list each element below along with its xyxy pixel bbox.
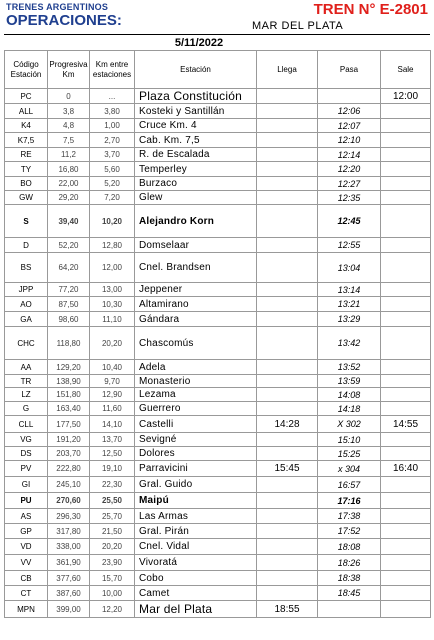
cell-arrive	[257, 104, 318, 119]
cell-arrive	[257, 555, 318, 571]
cell-arrive	[257, 493, 318, 509]
table-row	[5, 205, 431, 238]
cell-depart	[381, 586, 431, 601]
cell-pass: 13:42	[318, 327, 381, 360]
cell-progressive: 138,90	[48, 375, 90, 388]
cell-arrive	[257, 509, 318, 524]
cell-station: Cobo	[135, 571, 257, 586]
cell-distance: 7,20	[90, 191, 135, 205]
cell-progressive: 203,70	[48, 447, 90, 461]
cell-arrive	[257, 205, 318, 238]
cell-arrive	[257, 297, 318, 312]
cell-pass: 17:38	[318, 509, 381, 524]
cell-station: Parravicini	[135, 461, 257, 477]
cell-code: S	[5, 205, 48, 238]
table-row	[5, 327, 431, 360]
cell-pass: 12:27	[318, 177, 381, 191]
cell-distance: 10,20	[90, 205, 135, 238]
table-row	[5, 312, 431, 327]
cell-pass: 12:14	[318, 148, 381, 162]
cell-pass: 18:08	[318, 539, 381, 555]
cell-code: CB	[5, 571, 48, 586]
cell-depart	[381, 119, 431, 133]
cell-code: AO	[5, 297, 48, 312]
cell-progressive: 118,80	[48, 327, 90, 360]
table-row	[5, 148, 431, 162]
cell-distance: 10,00	[90, 586, 135, 601]
cell-depart	[381, 205, 431, 238]
table-row	[5, 477, 431, 493]
cell-pass: 12:07	[318, 119, 381, 133]
cell-distance: 21,50	[90, 524, 135, 539]
cell-code: GA	[5, 312, 48, 327]
table-row	[5, 375, 431, 388]
cell-progressive: 39,40	[48, 205, 90, 238]
cell-depart	[381, 191, 431, 205]
cell-code: CT	[5, 586, 48, 601]
operations-label: OPERACIONES:	[6, 12, 122, 29]
cell-code: K7,5	[5, 133, 48, 148]
cell-code: CHC	[5, 327, 48, 360]
cell-depart	[381, 283, 431, 297]
cell-progressive: 270,60	[48, 493, 90, 509]
cell-station: Kosteki y Santillán	[135, 104, 257, 119]
cell-code: RE	[5, 148, 48, 162]
table-row	[5, 388, 431, 402]
cell-arrive	[257, 447, 318, 461]
cell-station: Altamirano	[135, 297, 257, 312]
cell-arrive	[257, 327, 318, 360]
cell-depart	[381, 524, 431, 539]
cell-code: JPP	[5, 283, 48, 297]
table-row	[5, 177, 431, 191]
cell-code: K4	[5, 119, 48, 133]
col-progressive: Progresiva Km	[48, 51, 90, 89]
cell-station: Temperley	[135, 162, 257, 177]
cell-code: TR	[5, 375, 48, 388]
cell-progressive: 11,2	[48, 148, 90, 162]
cell-depart	[381, 253, 431, 283]
cell-station: Cruce Km. 4	[135, 119, 257, 133]
cell-code: PV	[5, 461, 48, 477]
schedule-date: 5/11/2022	[174, 37, 224, 49]
cell-pass: 13:21	[318, 297, 381, 312]
cell-depart	[381, 571, 431, 586]
cell-progressive: 98,60	[48, 312, 90, 327]
cell-progressive: 52,20	[48, 238, 90, 253]
cell-pass: 12:06	[318, 104, 381, 119]
cell-depart	[381, 539, 431, 555]
cell-distance: 15,70	[90, 571, 135, 586]
cell-pass: 12:45	[318, 205, 381, 238]
cell-progressive: 16,80	[48, 162, 90, 177]
cell-code: AS	[5, 509, 48, 524]
cell-pass: 14:18	[318, 402, 381, 416]
cell-pass: 17:16	[318, 493, 381, 509]
route-name: MAR DEL PLATA	[252, 20, 344, 32]
cell-pass: 18:45	[318, 586, 381, 601]
cell-arrive	[257, 433, 318, 447]
cell-arrive	[257, 148, 318, 162]
cell-progressive: 29,20	[48, 191, 90, 205]
cell-depart	[381, 447, 431, 461]
cell-code: ALL	[5, 104, 48, 119]
cell-station: Dolores	[135, 447, 257, 461]
cell-code: MPN	[5, 601, 48, 618]
cell-depart	[381, 555, 431, 571]
table-row	[5, 571, 431, 586]
table-row	[5, 104, 431, 119]
cell-progressive: 77,20	[48, 283, 90, 297]
cell-distance: 3,70	[90, 148, 135, 162]
table-row	[5, 89, 431, 104]
cell-distance: 13,70	[90, 433, 135, 447]
table-row	[5, 416, 431, 433]
cell-arrive	[257, 388, 318, 402]
cell-progressive: 3,8	[48, 104, 90, 119]
cell-station: Plaza Constitución	[135, 89, 257, 104]
cell-distance: 14,10	[90, 416, 135, 433]
cell-pass: 12:55	[318, 238, 381, 253]
cell-distance: 1,00	[90, 119, 135, 133]
table-row	[5, 447, 431, 461]
cell-pass: X 302	[318, 416, 381, 433]
cell-arrive	[257, 253, 318, 283]
cell-code: GW	[5, 191, 48, 205]
cell-arrive	[257, 375, 318, 388]
cell-station: Glew	[135, 191, 257, 205]
cell-arrive	[257, 360, 318, 375]
cell-code: DS	[5, 447, 48, 461]
cell-depart: 16:40	[381, 461, 431, 477]
cell-distance: 22,30	[90, 477, 135, 493]
cell-distance: 12,20	[90, 601, 135, 618]
header-divider	[4, 34, 430, 35]
cell-code: BS	[5, 253, 48, 283]
cell-distance: 20,20	[90, 327, 135, 360]
cell-distance: 20,20	[90, 539, 135, 555]
cell-station: Lezama	[135, 388, 257, 402]
cell-pass: 13:14	[318, 283, 381, 297]
cell-distance: 12,80	[90, 238, 135, 253]
cell-progressive: 0	[48, 89, 90, 104]
cell-arrive	[257, 283, 318, 297]
cell-progressive: 4,8	[48, 119, 90, 133]
cell-station: Sevigné	[135, 433, 257, 447]
cell-progressive: 296,30	[48, 509, 90, 524]
col-arrive: Llega	[257, 51, 318, 89]
cell-code: PU	[5, 493, 48, 509]
cell-depart	[381, 312, 431, 327]
table-row	[5, 162, 431, 177]
cell-station: Domselaar	[135, 238, 257, 253]
cell-progressive: 387,60	[48, 586, 90, 601]
cell-depart	[381, 360, 431, 375]
table-row	[5, 493, 431, 509]
table-row	[5, 238, 431, 253]
cell-station: Cab. Km. 7,5	[135, 133, 257, 148]
table-row	[5, 402, 431, 416]
cell-progressive: 245,10	[48, 477, 90, 493]
cell-depart: 14:55	[381, 416, 431, 433]
cell-arrive	[257, 238, 318, 253]
cell-code: PC	[5, 89, 48, 104]
cell-progressive: 317,80	[48, 524, 90, 539]
cell-arrive	[257, 89, 318, 104]
cell-pass: 17:52	[318, 524, 381, 539]
cell-arrive	[257, 312, 318, 327]
cell-pass: 18:26	[318, 555, 381, 571]
cell-code: VD	[5, 539, 48, 555]
cell-progressive: 129,20	[48, 360, 90, 375]
cell-arrive	[257, 477, 318, 493]
cell-distance: 10,30	[90, 297, 135, 312]
table-row	[5, 524, 431, 539]
cell-progressive: 377,60	[48, 571, 90, 586]
cell-pass: x 304	[318, 461, 381, 477]
cell-depart	[381, 402, 431, 416]
cell-pass: 14:08	[318, 388, 381, 402]
cell-arrive	[257, 402, 318, 416]
cell-station: Chascomús	[135, 327, 257, 360]
col-pass: Pasa	[318, 51, 381, 89]
cell-depart	[381, 477, 431, 493]
cell-arrive	[257, 177, 318, 191]
cell-progressive: 338,00	[48, 539, 90, 555]
cell-distance: 13,00	[90, 283, 135, 297]
table-row	[5, 586, 431, 601]
cell-arrive: 18:55	[257, 601, 318, 618]
cell-pass: 13:59	[318, 375, 381, 388]
cell-distance: 3,80	[90, 104, 135, 119]
cell-progressive: 191,20	[48, 433, 90, 447]
cell-station: Camet	[135, 586, 257, 601]
cell-arrive	[257, 524, 318, 539]
cell-pass: 16:57	[318, 477, 381, 493]
cell-depart	[381, 104, 431, 119]
cell-distance: 9,70	[90, 375, 135, 388]
table-row	[5, 461, 431, 477]
company-name: TRENES ARGENTINOS	[6, 2, 109, 12]
cell-station: Las Armas	[135, 509, 257, 524]
cell-distance: 19,10	[90, 461, 135, 477]
cell-distance: 2,70	[90, 133, 135, 148]
cell-progressive: 222,80	[48, 461, 90, 477]
cell-station: Maipú	[135, 493, 257, 509]
table-row	[5, 360, 431, 375]
table-row	[5, 433, 431, 447]
cell-distance: 12,50	[90, 447, 135, 461]
cell-progressive: 163,40	[48, 402, 90, 416]
cell-station: Guerrero	[135, 402, 257, 416]
cell-distance: ...	[90, 89, 135, 104]
table-row	[5, 555, 431, 571]
cell-pass: 12:35	[318, 191, 381, 205]
cell-depart	[381, 493, 431, 509]
cell-progressive: 177,50	[48, 416, 90, 433]
cell-code: VV	[5, 555, 48, 571]
table-row	[5, 191, 431, 205]
train-number: TREN N° E-2801	[313, 1, 428, 18]
cell-depart	[381, 433, 431, 447]
table-row	[5, 283, 431, 297]
table-row	[5, 253, 431, 283]
cell-depart	[381, 238, 431, 253]
cell-pass: 12:20	[318, 162, 381, 177]
col-distance: Km entre estaciones	[90, 51, 135, 89]
cell-depart	[381, 133, 431, 148]
cell-depart	[381, 509, 431, 524]
cell-progressive: 361,90	[48, 555, 90, 571]
cell-distance: 23,90	[90, 555, 135, 571]
timetable-header	[5, 51, 431, 89]
cell-station: R. de Escalada	[135, 148, 257, 162]
cell-pass	[318, 89, 381, 104]
cell-station: Jeppener	[135, 283, 257, 297]
table-row	[5, 539, 431, 555]
cell-pass: 13:52	[318, 360, 381, 375]
cell-code: GI	[5, 477, 48, 493]
cell-arrive	[257, 191, 318, 205]
cell-station: Alejandro Korn	[135, 205, 257, 238]
cell-arrive: 14:28	[257, 416, 318, 433]
cell-distance: 5,20	[90, 177, 135, 191]
cell-station: Gándara	[135, 312, 257, 327]
cell-pass: 13:29	[318, 312, 381, 327]
cell-depart	[381, 297, 431, 312]
table-row	[5, 601, 431, 618]
cell-code: TY	[5, 162, 48, 177]
cell-depart	[381, 327, 431, 360]
cell-station: Monasterio	[135, 375, 257, 388]
cell-distance: 11,60	[90, 402, 135, 416]
cell-code: VG	[5, 433, 48, 447]
table-row	[5, 297, 431, 312]
cell-code: GP	[5, 524, 48, 539]
cell-progressive: 87,50	[48, 297, 90, 312]
cell-arrive	[257, 133, 318, 148]
cell-distance: 12,00	[90, 253, 135, 283]
cell-distance: 12,90	[90, 388, 135, 402]
cell-arrive	[257, 539, 318, 555]
table-row	[5, 119, 431, 133]
cell-arrive	[257, 571, 318, 586]
cell-depart	[381, 375, 431, 388]
cell-station: Castelli	[135, 416, 257, 433]
cell-code: AA	[5, 360, 48, 375]
cell-code: D	[5, 238, 48, 253]
cell-distance: 11,10	[90, 312, 135, 327]
cell-progressive: 64,20	[48, 253, 90, 283]
cell-distance: 25,50	[90, 493, 135, 509]
col-depart: Sale	[381, 51, 431, 89]
table-row	[5, 133, 431, 148]
cell-station: Cnel. Brandsen	[135, 253, 257, 283]
cell-progressive: 399,00	[48, 601, 90, 618]
cell-station: Mar del Plata	[135, 601, 257, 618]
cell-progressive: 7,5	[48, 133, 90, 148]
cell-station: Gral. Guido	[135, 477, 257, 493]
cell-depart	[381, 388, 431, 402]
cell-depart	[381, 601, 431, 618]
col-station: Estación	[135, 51, 257, 89]
cell-code: LZ	[5, 388, 48, 402]
cell-depart	[381, 177, 431, 191]
cell-pass: 15:25	[318, 447, 381, 461]
table-row	[5, 509, 431, 524]
cell-arrive	[257, 119, 318, 133]
cell-station: Burzaco	[135, 177, 257, 191]
cell-arrive	[257, 162, 318, 177]
cell-progressive: 22,00	[48, 177, 90, 191]
cell-distance: 25,70	[90, 509, 135, 524]
cell-code: CLL	[5, 416, 48, 433]
cell-code: BO	[5, 177, 48, 191]
timetable	[4, 50, 431, 618]
cell-depart	[381, 148, 431, 162]
cell-station: Adela	[135, 360, 257, 375]
cell-station: Vivoratá	[135, 555, 257, 571]
cell-pass: 15:10	[318, 433, 381, 447]
cell-station: Gral. Pirán	[135, 524, 257, 539]
cell-arrive: 15:45	[257, 461, 318, 477]
cell-pass: 12:10	[318, 133, 381, 148]
cell-distance: 10,40	[90, 360, 135, 375]
cell-code: G	[5, 402, 48, 416]
col-code: Código Estación	[5, 51, 48, 89]
cell-distance: 5,60	[90, 162, 135, 177]
cell-depart	[381, 162, 431, 177]
cell-pass: 18:38	[318, 571, 381, 586]
cell-depart: 12:00	[381, 89, 431, 104]
cell-arrive	[257, 586, 318, 601]
cell-station: Cnel. Vidal	[135, 539, 257, 555]
cell-pass	[318, 601, 381, 618]
cell-progressive: 151,80	[48, 388, 90, 402]
cell-pass: 13:04	[318, 253, 381, 283]
